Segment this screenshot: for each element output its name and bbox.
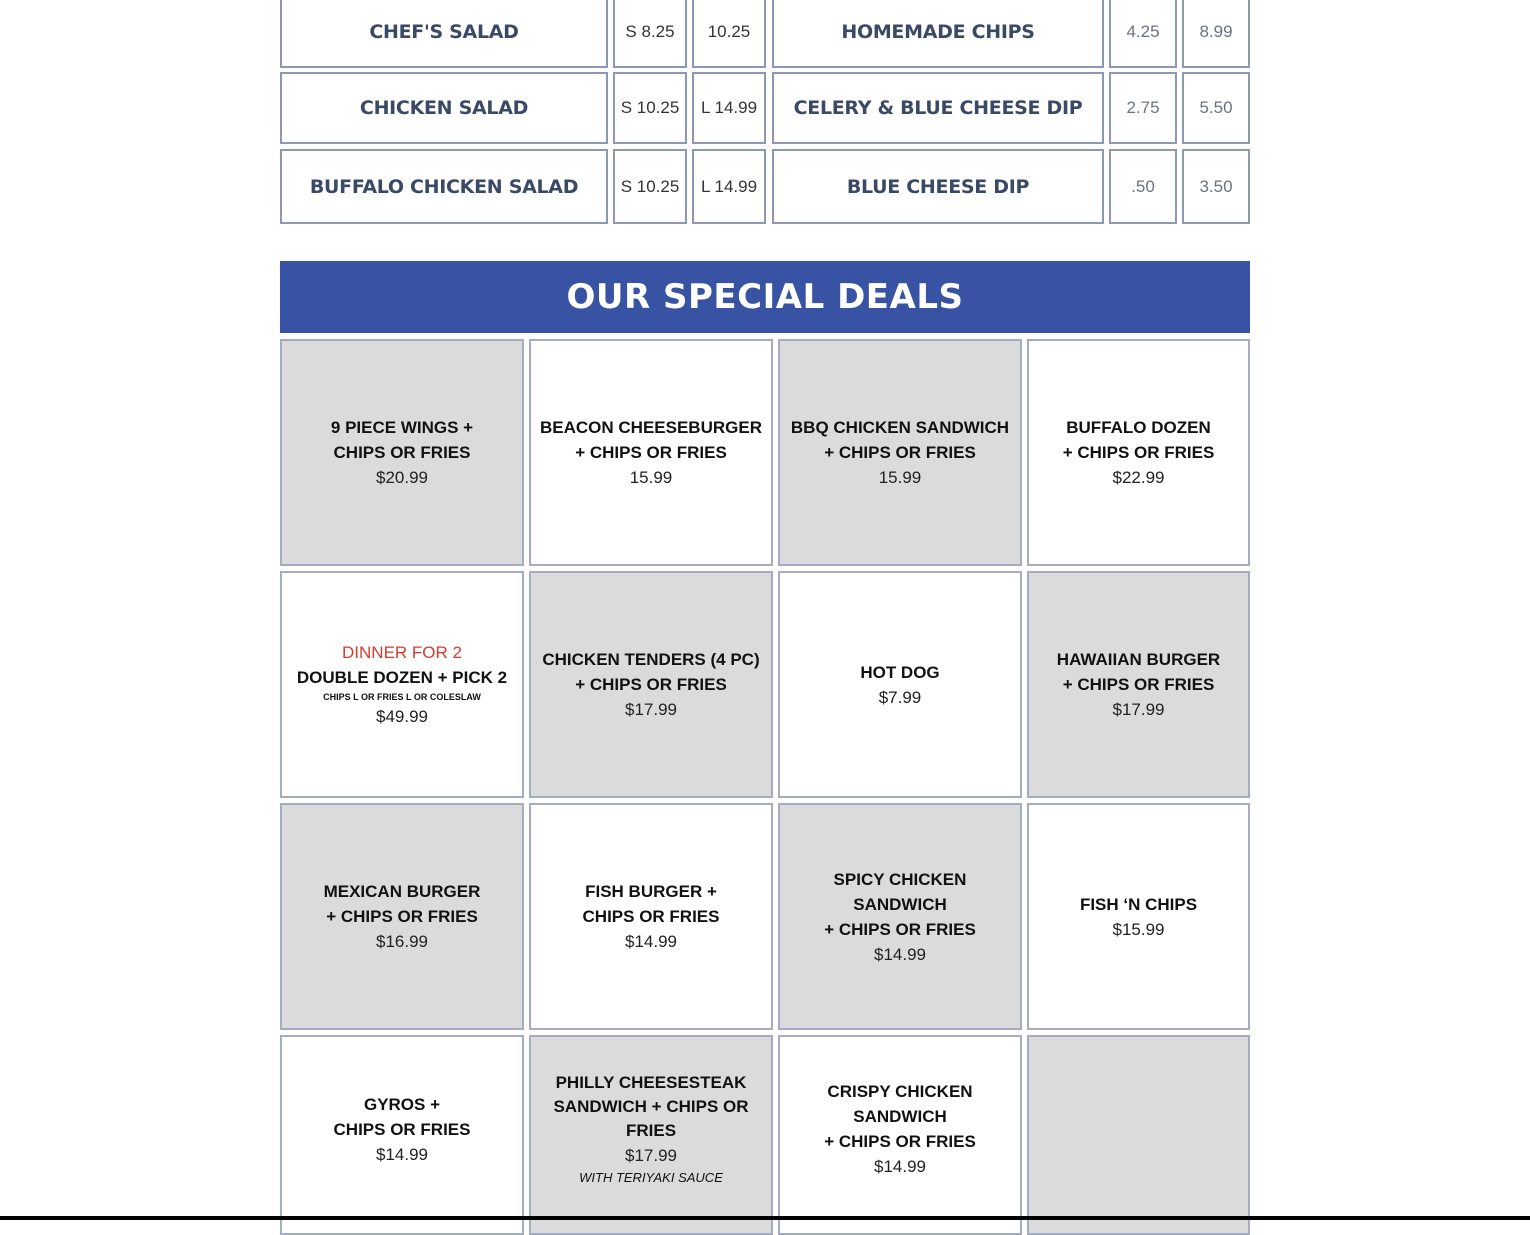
menu-item-price-large [692,72,766,144]
deal-card [529,1035,773,1235]
deal-line: SPICY CHICKEN [833,869,967,889]
deal-price: $20.99 [376,468,428,487]
deal-line: PHILLY CHEESESTEAK [555,1072,747,1092]
price-text: S 8.25 [625,22,675,41]
deal-line: HOT DOG [860,662,940,682]
price-text: S 10.25 [620,176,680,196]
deal-line: + CHIPS OR FRIES [1062,675,1215,694]
deal-card [280,571,524,798]
side-item-price-small [1109,72,1177,144]
side-item-name [772,72,1104,144]
deal-line: BUFFALO DOZEN [1066,418,1211,437]
deal-card [529,571,773,798]
deal-card [778,571,1022,798]
deal-line: BEACON CHEESEBURGER [540,418,762,437]
side-item-name [772,149,1104,224]
deal-price: $15.99 [1112,919,1165,939]
deal-line: GYROS + [363,1094,441,1114]
deal-line: BBQ CHICKEN SANDWICH [790,418,1010,437]
deal-line: CHIPS OR FRIES [582,907,720,926]
deal-line: + CHIPS OR FRIES [824,443,976,462]
menu-item-price-large [692,149,766,224]
price-text: .50 [1131,176,1155,196]
deal-card [778,1035,1022,1235]
deal-price: $7.99 [878,687,922,707]
deal-price: $14.99 [376,1144,428,1164]
price-text: L 14.99 [700,176,758,196]
price-text: L 14.99 [700,98,758,117]
menu-item-price-small [613,149,687,224]
menu-item-price-small [613,0,687,68]
deal-sub: CHIPS L OR FRIES L OR COLESLAW [323,692,481,702]
menu-item-label: BUFFALO CHICKEN SALAD [309,175,579,198]
special-deals-banner [280,261,1250,333]
deal-line: + CHIPS OR FRIES [575,443,727,462]
side-item-name [772,0,1104,68]
deal-line: + CHIPS OR FRIES [824,919,976,939]
menu-item-name [280,72,608,144]
deal-price: $17.99 [1112,700,1165,719]
deal-line: CHICKEN TENDERS (4 PC) [542,650,760,669]
side-item-price-large [1182,72,1250,144]
side-item-price-large [1182,0,1250,68]
deal-price: $17.99 [625,700,677,719]
deal-card [529,803,773,1030]
deal-line: FISH ‘N CHIPS [1079,894,1198,914]
deal-label: DINNER FOR 2 [342,643,462,662]
deal-line: FISH BURGER + [585,882,717,901]
price-text: 8.99 [1199,22,1233,41]
menu-item-name [280,0,608,68]
deal-note: WITH TERIYAKI SAUCE [579,1169,723,1185]
deal-line: + CHIPS OR FRIES [326,907,478,926]
price-text: S 10.25 [620,98,680,117]
menu-item-label: CHEF'S SALAD [369,21,519,43]
deal-card [1027,339,1250,566]
deal-line: + CHIPS OR FRIES [1062,443,1215,462]
deal-line: + CHIPS OR FRIES [575,675,727,694]
deal-line: + CHIPS OR FRIES [824,1132,976,1151]
deal-price: $14.99 [625,932,677,951]
deal-line: DOUBLE DOZEN + PICK 2 [296,668,508,687]
deal-line: CHIPS OR FRIES [333,1119,471,1139]
deal-price: $16.99 [376,932,428,951]
menu-item-label: CHICKEN SALAD [359,97,529,119]
side-item-price-small [1109,149,1177,224]
deal-price: $17.99 [625,1145,677,1165]
deal-card-empty [1027,1035,1250,1235]
side-item-label: CELERY & BLUE CHEESE DIP [793,97,1083,119]
side-item-label: HOMEMADE CHIPS [841,21,1035,43]
deal-line: FRIES [625,1120,677,1140]
deal-line: CHIPS OR FRIES [333,443,471,462]
deal-price: 15.99 [878,468,922,487]
deal-price: $49.99 [376,707,428,726]
price-text: 2.75 [1126,98,1160,117]
menu-item-price-large [692,0,766,68]
deal-card [778,803,1022,1030]
deal-card [529,339,773,566]
deal-card [280,803,524,1030]
price-text: 3.50 [1199,176,1233,196]
price-text: 5.50 [1199,98,1233,117]
deal-card [280,339,524,566]
deal-price: $14.99 [874,944,926,964]
deal-line: SANDWICH + CHIPS OR [553,1096,749,1116]
side-item-label: BLUE CHEESE DIP [846,175,1030,198]
deal-line: SANDWICH [853,1107,947,1126]
bottom-edge-bar [0,1216,1530,1220]
deal-line: MEXICAN BURGER [323,882,481,901]
deal-line: HAWAIIAN BURGER [1056,650,1221,669]
deal-card [1027,803,1250,1030]
menu-item-name [280,149,608,224]
special-deals-title: OUR SPECIAL DEALS [566,277,964,317]
side-item-price-large [1182,149,1250,224]
deal-price: 15.99 [629,468,673,487]
deal-line: CRISPY CHICKEN [827,1082,973,1101]
deal-price: $14.99 [874,1157,926,1176]
deal-line: SANDWICH [853,894,947,914]
price-text: 10.25 [707,22,751,41]
price-text: 4.25 [1126,22,1160,41]
deal-card [1027,571,1250,798]
side-item-price-small [1109,0,1177,68]
deal-card [778,339,1022,566]
deal-line: 9 PIECE WINGS + [330,418,474,437]
deal-card [280,1035,524,1235]
deal-price: $22.99 [1112,468,1165,487]
menu-item-price-small [613,72,687,144]
